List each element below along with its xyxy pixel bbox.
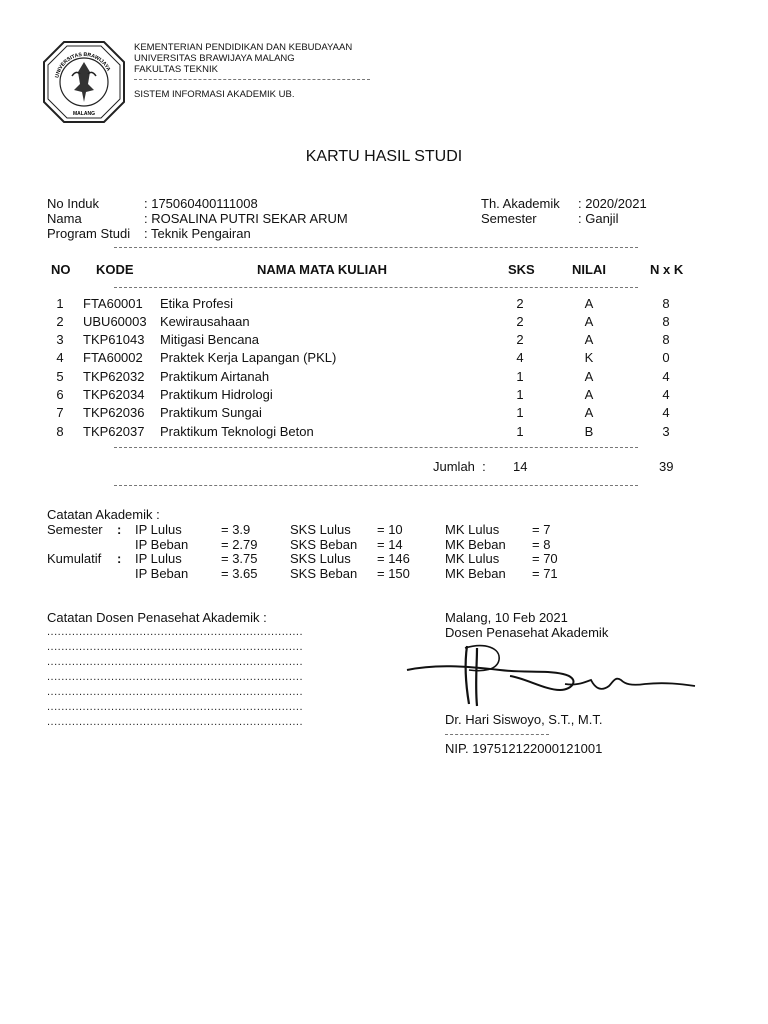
sem-ip-lulus-value: = 3.9 xyxy=(221,522,251,537)
cell-kode: TKP62032 xyxy=(83,369,145,384)
cell-nama: Praktikum Airtanah xyxy=(160,369,270,384)
cell-no: 7 xyxy=(56,405,64,420)
kum-ip-lulus-value: = 3.75 xyxy=(221,551,258,566)
col-header-no: NO xyxy=(51,262,71,277)
jumlah-sks: 14 xyxy=(513,459,528,474)
cell-nilai: A xyxy=(584,314,594,329)
table-top-divider xyxy=(114,247,638,248)
no-induk-label: No Induk xyxy=(47,196,100,211)
cell-kode: TKP61043 xyxy=(83,332,145,347)
cell-nxk: 8 xyxy=(662,332,670,347)
semester-row-label: Semester xyxy=(47,522,103,537)
sem-ip-beban-label: IP Beban xyxy=(135,537,189,552)
col-header-nama: NAMA MATA KULIAH xyxy=(257,262,387,277)
cell-no: 3 xyxy=(56,332,64,347)
advisor-nip: NIP. 197512122000121001 xyxy=(445,741,603,756)
cell-no: 8 xyxy=(56,424,64,439)
sem-ip-lulus-label: IP Lulus xyxy=(135,522,182,537)
kum-sks-lulus-label: SKS Lulus xyxy=(290,551,351,566)
jumlah-nxk: 39 xyxy=(659,459,674,474)
cell-nama: Praktikum Hidrologi xyxy=(160,387,273,402)
cell-nama: Mitigasi Bencana xyxy=(160,332,259,347)
cell-sks: 2 xyxy=(516,296,524,311)
header-divider xyxy=(134,79,370,80)
cell-nxk: 4 xyxy=(662,405,670,420)
cell-kode: FTA60001 xyxy=(83,296,143,311)
kum-ip-beban-value: = 3.65 xyxy=(221,566,258,581)
cell-nilai: A xyxy=(584,369,594,384)
signature-image xyxy=(405,640,697,710)
cell-nilai: A xyxy=(584,332,594,347)
table-bottom-divider xyxy=(114,447,638,448)
semester-label: Semester xyxy=(481,211,537,226)
cell-no: 5 xyxy=(56,369,64,384)
header-system: SISTEM INFORMASI AKADEMIK UB. xyxy=(134,89,295,100)
sem-mk-lulus-value: = 7 xyxy=(532,522,551,537)
logo-seal-icon xyxy=(42,40,126,124)
semester-value: : Ganjil xyxy=(578,211,619,226)
cell-sks: 2 xyxy=(516,332,524,347)
cell-nxk: 4 xyxy=(662,369,670,384)
header-ministry: KEMENTERIAN PENDIDIKAN DAN KEBUDAYAAN xyxy=(134,42,353,53)
kum-sks-beban-value: = 150 xyxy=(377,566,410,581)
sem-mk-lulus-label: MK Lulus xyxy=(445,522,500,537)
col-header-sks: SKS xyxy=(508,262,535,277)
kumulatif-colon: : xyxy=(117,551,122,566)
cell-nilai: A xyxy=(584,296,594,311)
cell-sks: 1 xyxy=(516,424,524,439)
nama-label: Nama xyxy=(47,211,82,226)
th-akademik-label: Th. Akademik xyxy=(481,196,560,211)
note-line: ........................................................................ xyxy=(47,641,304,653)
note-line: ........................................................................ xyxy=(47,701,304,713)
cell-nama: Praktikum Sungai xyxy=(160,405,262,420)
cell-nxk: 3 xyxy=(662,424,670,439)
sem-mk-beban-label: MK Beban xyxy=(445,537,506,552)
cell-nama: Praktikum Teknologi Beton xyxy=(160,424,314,439)
cell-no: 6 xyxy=(56,387,64,402)
cell-nilai: A xyxy=(584,387,594,402)
cell-kode: TKP62036 xyxy=(83,405,145,420)
cell-nxk: 8 xyxy=(662,314,670,329)
place-date: Malang, 10 Feb 2021 xyxy=(445,610,568,625)
cell-nama: Etika Profesi xyxy=(160,296,233,311)
prodi-label: Program Studi xyxy=(47,226,131,241)
cell-no: 4 xyxy=(56,350,64,365)
cell-nama: Kewirausahaan xyxy=(160,314,250,329)
note-line: ........................................................................ xyxy=(47,671,304,683)
cell-sks: 1 xyxy=(516,405,524,420)
cell-kode: TKP62037 xyxy=(83,424,145,439)
header-university: UNIVERSITAS BRAWIJAYA MALANG xyxy=(134,53,295,64)
no-induk-value: : 175060400111008 xyxy=(144,196,258,211)
jumlah-divider xyxy=(114,485,638,486)
handwritten-signature-icon xyxy=(405,640,697,710)
kum-ip-lulus-label: IP Lulus xyxy=(135,551,182,566)
kum-sks-beban-label: SKS Beban xyxy=(290,566,358,581)
cell-no: 1 xyxy=(56,296,64,311)
col-header-nxk: N x K xyxy=(650,262,684,277)
kumulatif-row-label: Kumulatif xyxy=(47,551,102,566)
sem-sks-beban-value: = 14 xyxy=(377,537,403,552)
jumlah-label: Jumlah : xyxy=(433,459,486,474)
sem-mk-beban-value: = 8 xyxy=(532,537,551,552)
page-title: KARTU HASIL STUDI xyxy=(305,148,463,165)
university-logo xyxy=(42,40,126,124)
cell-nxk: 0 xyxy=(662,350,670,365)
dosen-notes-title: Catatan Dosen Penasehat Akademik : xyxy=(47,610,267,625)
cell-nxk: 4 xyxy=(662,387,670,402)
kum-ip-beban-label: IP Beban xyxy=(135,566,189,581)
kum-mk-beban-label: MK Beban xyxy=(445,566,506,581)
cell-sks: 1 xyxy=(516,387,524,402)
cell-sks: 4 xyxy=(516,350,524,365)
advisor-name: Dr. Hari Siswoyo, S.T., M.T. xyxy=(445,712,603,727)
note-line: ........................................................................ xyxy=(47,686,304,698)
note-line: ........................................................................ xyxy=(47,626,304,638)
kum-mk-lulus-value: = 70 xyxy=(532,551,558,566)
signature-divider xyxy=(445,734,549,735)
sem-sks-lulus-value: = 10 xyxy=(377,522,403,537)
advisor-role: Dosen Penasehat Akademik xyxy=(445,625,609,640)
sem-sks-lulus-label: SKS Lulus xyxy=(290,522,351,537)
cell-sks: 2 xyxy=(516,314,524,329)
cell-nilai: B xyxy=(584,424,594,439)
sem-sks-beban-label: SKS Beban xyxy=(290,537,358,552)
cell-no: 2 xyxy=(56,314,64,329)
col-header-kode: KODE xyxy=(96,262,134,277)
cell-nilai: K xyxy=(584,350,594,365)
svg-text:MALANG: MALANG xyxy=(73,111,95,117)
kum-mk-beban-value: = 71 xyxy=(532,566,558,581)
semester-colon: : xyxy=(117,522,122,537)
col-header-nilai: NILAI xyxy=(572,262,606,277)
cell-sks: 1 xyxy=(516,369,524,384)
note-line: ........................................................................ xyxy=(47,656,304,668)
th-akademik-value: : 2020/2021 xyxy=(578,196,647,211)
cell-kode: FTA60002 xyxy=(83,350,143,365)
cell-nilai: A xyxy=(584,405,594,420)
nama-value: : ROSALINA PUTRI SEKAR ARUM xyxy=(144,211,348,226)
cell-kode: TKP62034 xyxy=(83,387,145,402)
kum-mk-lulus-label: MK Lulus xyxy=(445,551,500,566)
note-line: ........................................................................ xyxy=(47,716,304,728)
table-header-divider xyxy=(114,287,638,288)
svg-text:UNIVERSITAS BRAWIJAYA: UNIVERSITAS BRAWIJAYA xyxy=(54,51,112,79)
cell-nama: Praktek Kerja Lapangan (PKL) xyxy=(160,350,337,365)
kum-sks-lulus-value: = 146 xyxy=(377,551,410,566)
prodi-value: : Teknik Pengairan xyxy=(144,226,251,241)
sem-ip-beban-value: = 2.79 xyxy=(221,537,258,552)
cell-kode: UBU60003 xyxy=(83,314,147,329)
header-faculty: FAKULTAS TEKNIK xyxy=(134,64,218,75)
catatan-akademik-title: Catatan Akademik : xyxy=(47,507,160,522)
cell-nxk: 8 xyxy=(662,296,670,311)
